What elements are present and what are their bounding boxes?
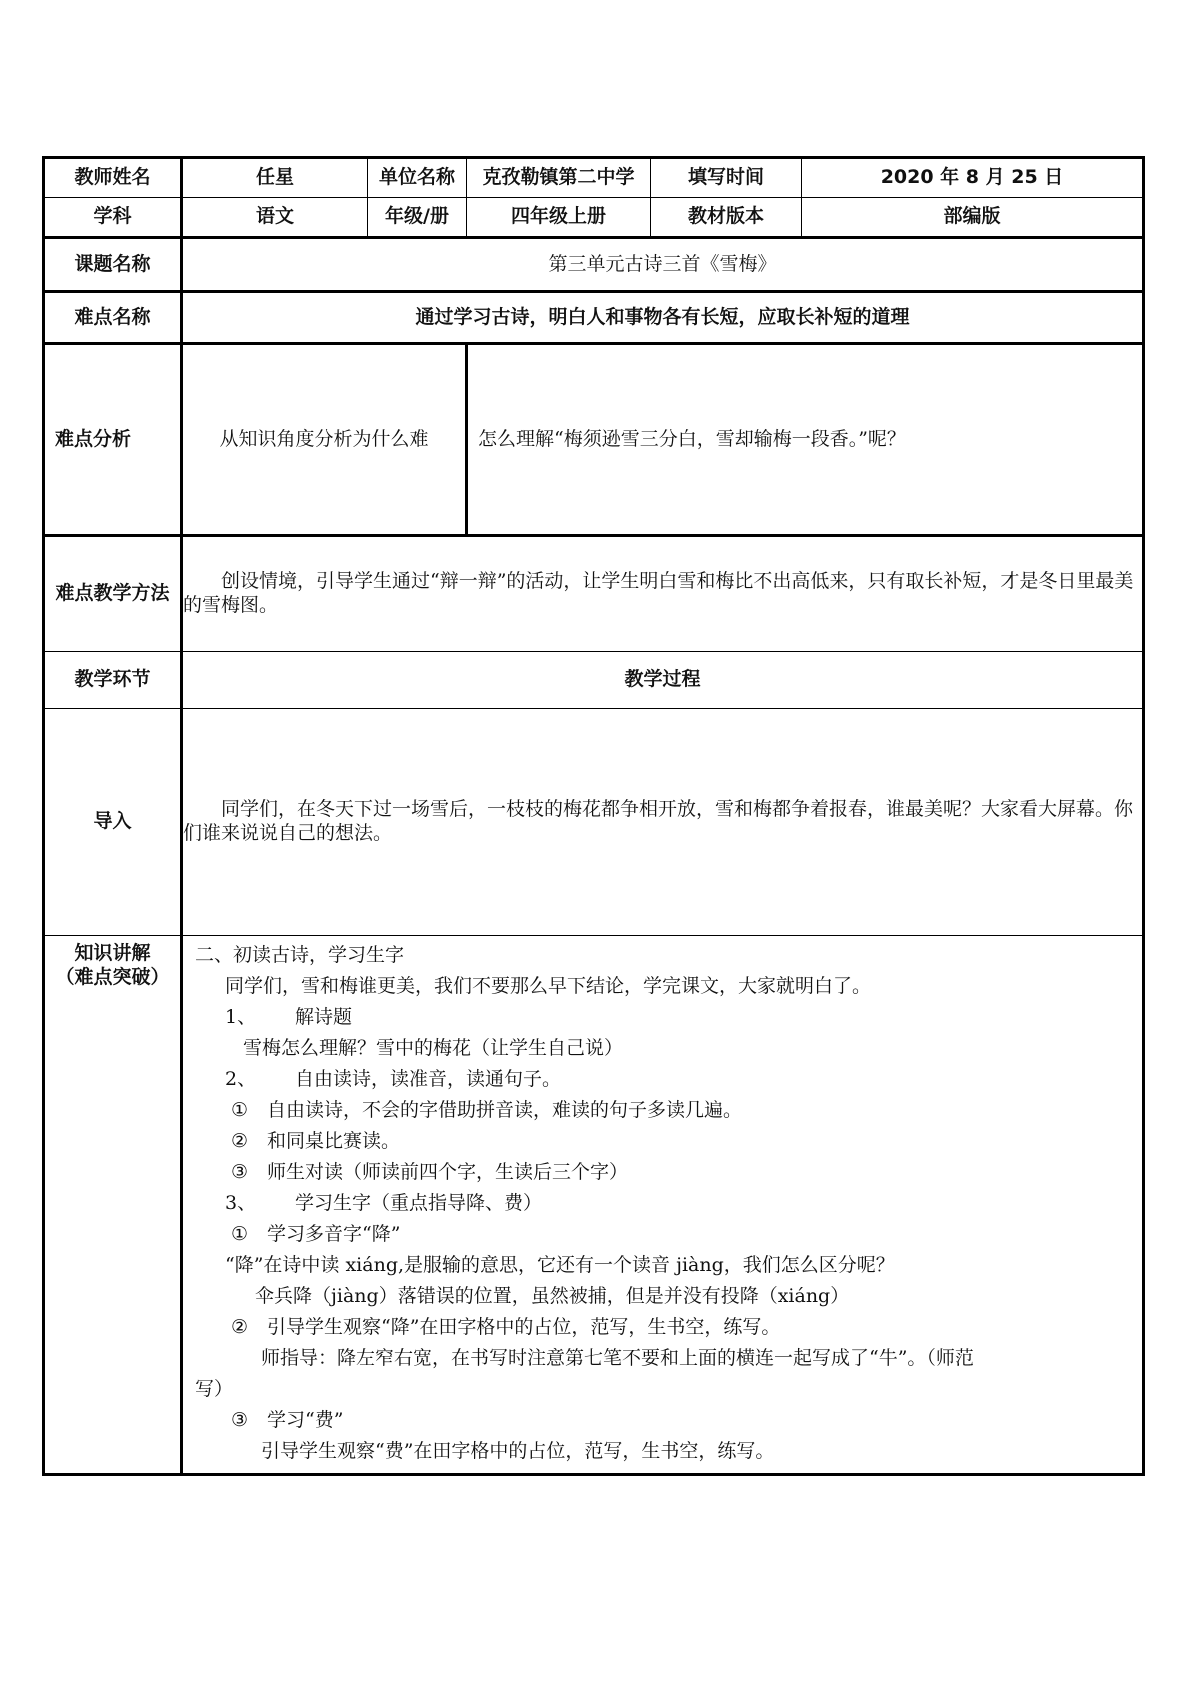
edition-value: 部编版 (802, 198, 1144, 238)
subject-value: 语文 (182, 198, 368, 238)
analysis-row (44, 344, 1144, 536)
topic-value: 第三单元古诗三首《雪梅》 (182, 238, 1144, 292)
process-label: 教学环节 (44, 652, 182, 709)
teacher-name: 任星 (182, 158, 368, 198)
circled-number: ① (231, 1223, 249, 1245)
circled-number: ② (231, 1316, 249, 1338)
teacher-label: 教师姓名 (44, 158, 182, 198)
knowledge-line: 伞兵降（jiàng）落错误的位置，虽然被捕，但是并没有投降（xiáng） (255, 1285, 850, 1307)
info-row-2 (44, 198, 1144, 238)
knowledge-row (44, 936, 1144, 1475)
knowledge-line: 同学们，雪和梅谁更美，我们不要那么早下结论，学完课文，大家就明白了。 (225, 975, 872, 997)
knowledge-line: 3、 学习生字（重点指导降、费） (195, 1188, 1132, 1219)
topic-label: 课题名称 (44, 238, 182, 292)
date-value: 2020 年 8 月 25 日 (802, 158, 1144, 198)
info-row-1 (44, 158, 1144, 198)
difficulty-value: 通过学习古诗，明白人和事物各有长短，应取长补短的道理 (182, 292, 1144, 344)
lesson-plan-table (42, 156, 1145, 1476)
knowledge-line: ② 引导学生观察“降”在田字格中的占位，范写，生书空，练写。 (195, 1312, 1132, 1343)
process-value: 教学过程 (182, 652, 1144, 709)
knowledge-line: ② 和同桌比赛读。 (195, 1126, 1132, 1157)
knowledge-line: 引导学生观察“费”在田字格中的占位，范写，生书空，练写。 (261, 1440, 775, 1462)
knowledge-line: ① 自由读诗，不会的字借助拼音读，难读的句子多读几遍。 (195, 1095, 1132, 1126)
difficulty-label: 难点名称 (44, 292, 182, 344)
circled-number: ② (231, 1130, 249, 1152)
knowledge-line: 1、 解诗题 (195, 1002, 1132, 1033)
grade-label: 年级/册 (368, 198, 467, 238)
knowledge-line: 2、 自由读诗，读准音，读通句子。 (195, 1064, 1132, 1095)
knowledge-line: 二、初读古诗，学习生字 (195, 944, 405, 966)
intro-content: 同学们，在冬天下过一场雪后，一枝枝的梅花都争相开放，雪和梅都争着报春，谁最美呢？大家看大屏幕。你们谁来说说自己的想法。 (182, 709, 1144, 936)
knowledge-line: 师指导：降左窄右宽，在书写时注意第七笔不要和上面的横连一起写成了“牛”。（师范 (261, 1347, 974, 1369)
knowledge-label (44, 936, 182, 1475)
step-number: 2、 (225, 1068, 257, 1090)
method-content: 创设情境，引导学生通过“辩一辩”的活动，让学生明白雪和梅比不出高低来，只有取长补短，才是冬日里最美的雪梅图。 (182, 536, 1144, 652)
step-number: 3、 (225, 1192, 257, 1214)
topic-row (44, 238, 1144, 292)
circled-number: ① (231, 1099, 249, 1121)
analysis-content: 怎么理解“梅须逊雪三分白，雪却输梅一段香。”呢？ (467, 344, 1144, 536)
method-label: 难点教学方法 (44, 536, 182, 652)
knowledge-line: 雪梅怎么理解？雪中的梅花（让学生自己说） (243, 1037, 624, 1059)
knowledge-line: ③ 学习“费” (195, 1405, 1132, 1436)
unit-name: 克孜勒镇第二中学 (467, 158, 651, 198)
subject-label: 学科 (44, 198, 182, 238)
date-label: 填写时间 (651, 158, 802, 198)
difficulty-row (44, 292, 1144, 344)
knowledge-line: 写） (195, 1378, 234, 1400)
edition-label: 教材版本 (651, 198, 802, 238)
knowledge-label-line1: 知识讲解 (74, 942, 151, 964)
knowledge-line: ① 学习多音字“降” (195, 1219, 1132, 1250)
intro-label: 导入 (44, 709, 182, 936)
intro-row (44, 709, 1144, 936)
analysis-sub-label: 从知识角度分析为什么难 (182, 344, 467, 536)
grade-value: 四年级上册 (467, 198, 651, 238)
method-row (44, 536, 1144, 652)
analysis-label: 难点分析 (44, 344, 182, 536)
knowledge-content (182, 936, 1144, 1475)
knowledge-line: ③ 师生对读（师读前四个字，生读后三个字） (195, 1157, 1132, 1188)
knowledge-line: “降”在诗中读 xiáng,是服输的意思，它还有一个读音 jiàng，我们怎么区分呢？ (225, 1254, 895, 1276)
circled-number: ③ (231, 1161, 249, 1183)
process-header-row (44, 652, 1144, 709)
knowledge-label-line2: （难点突破） (55, 965, 170, 988)
unit-label: 单位名称 (368, 158, 467, 198)
step-number: 1、 (225, 1006, 257, 1028)
circled-number: ③ (231, 1409, 249, 1431)
